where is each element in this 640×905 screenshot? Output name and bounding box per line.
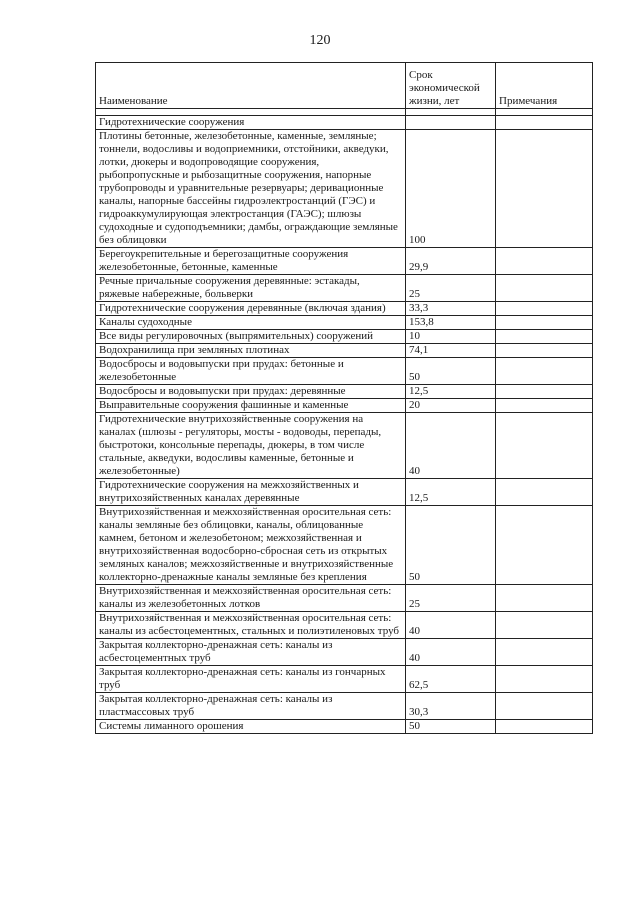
table-row [96, 316, 593, 330]
table-row [96, 275, 593, 302]
row-name: Водохранилища при земляных плотинах [96, 344, 406, 358]
table-row [96, 639, 593, 666]
economic-life-table [95, 62, 593, 734]
spacer-cell [496, 109, 593, 116]
row-name: Гидротехнические сооружения деревянные (включая здания) [96, 302, 406, 316]
row-term: 30,3 [406, 693, 496, 720]
table-body [96, 109, 593, 734]
table-row [96, 720, 593, 734]
row-notes [496, 413, 593, 479]
row-name: Плотины бетонные, железобетонные, каменные, земляные; тоннели, водосливы и водоприемники, отстойники, акведуки, лотки, дюкеры и водопроводящие сооружения, рыбопропускные и рыбозащитные сооружения, напорные трубопроводы и уравнительные резервуары; деривационные каналы, напорные бассейны гидроэлектростанций (ГЭС) и гидроаккумулирующая электростанция (ГАЭС); шлюзы судоходные и судоподъемники; дамбы, ограждающие земляные без облицовки [96, 130, 406, 248]
row-name: Внутрихозяйственная и межхозяйственная оросительная сеть: каналы земляные без облицовки, каналы, облицованные камнем, бетоном и железобетоном; межхозяйственная и внутрихозяйственная водосборно-сбросная сеть из открытых земляных каналов; межхозяйственные и внутрихозяйственные коллекторно-дренажные каналы земляные без крепления [96, 506, 406, 585]
page-number: 120 [309, 33, 331, 48]
row-term: 29,9 [406, 248, 496, 275]
row-name: Гидротехнические сооружения [96, 116, 406, 130]
table-row [96, 302, 593, 316]
row-term: 40 [406, 639, 496, 666]
row-notes [496, 316, 593, 330]
row-term: 40 [406, 612, 496, 639]
table-row [96, 358, 593, 385]
row-name: Водосбросы и водовыпуски при прудах: бетонные и железобетонные [96, 358, 406, 385]
row-term: 12,5 [406, 385, 496, 399]
table-row [96, 330, 593, 344]
row-notes [496, 344, 593, 358]
header-name: Наименование [96, 63, 406, 109]
row-notes [496, 358, 593, 385]
row-notes [496, 639, 593, 666]
table-row [96, 130, 593, 248]
row-notes [496, 302, 593, 316]
row-notes [496, 385, 593, 399]
row-name: Берегоукрепительные и берегозащитные сооружения железобетонные, бетонные, каменные [96, 248, 406, 275]
table-row [96, 248, 593, 275]
row-term: 10 [406, 330, 496, 344]
row-term: 12,5 [406, 479, 496, 506]
row-notes [496, 248, 593, 275]
row-term: 33,3 [406, 302, 496, 316]
row-notes [496, 330, 593, 344]
row-name: Каналы судоходные [96, 316, 406, 330]
row-term: 40 [406, 413, 496, 479]
row-term [406, 116, 496, 130]
row-notes [496, 116, 593, 130]
table-row [96, 385, 593, 399]
row-notes [496, 506, 593, 585]
row-term: 74,1 [406, 344, 496, 358]
row-term: 50 [406, 358, 496, 385]
header-notes: Примечания [496, 63, 593, 109]
row-name: Все виды регулировочных (выпрямительных) сооружений [96, 330, 406, 344]
row-term: 50 [406, 720, 496, 734]
row-term: 100 [406, 130, 496, 248]
row-term: 50 [406, 506, 496, 585]
row-name: Внутрихозяйственная и межхозяйственная оросительная сеть: каналы из железобетонных лотков [96, 585, 406, 612]
table-row [96, 666, 593, 693]
row-name: Закрытая коллекторно-дренажная сеть: каналы из гончарных труб [96, 666, 406, 693]
row-name: Речные причальные сооружения деревянные: эстакады, ряжевые набережные, больверки [96, 275, 406, 302]
row-notes [496, 479, 593, 506]
table-row [96, 506, 593, 585]
table-row [96, 612, 593, 639]
header-term: Срок экономической жизни, лет [406, 63, 496, 109]
row-term: 20 [406, 399, 496, 413]
row-notes [496, 693, 593, 720]
row-notes [496, 585, 593, 612]
row-name: Закрытая коллекторно-дренажная сеть: каналы из асбестоцементных труб [96, 639, 406, 666]
row-name: Системы лиманного орошения [96, 720, 406, 734]
spacer-cell [406, 109, 496, 116]
table-row [96, 399, 593, 413]
row-notes [496, 130, 593, 248]
row-term: 25 [406, 585, 496, 612]
table-header-row [96, 63, 593, 109]
table-spacer-row [96, 109, 593, 116]
row-name: Гидротехнические внутрихозяйственные сооружения на каналах (шлюзы - регуляторы, мосты - водоводы, перепады, быстротоки, консольные перепады, дюкеры, в том числе стальные, акведуки, водосливы каменные, бетонные и железобетонные) [96, 413, 406, 479]
row-name: Выправительные сооружения фашинные и каменные [96, 399, 406, 413]
row-name: Закрытая коллекторно-дренажная сеть: каналы из пластмассовых труб [96, 693, 406, 720]
spacer-cell [96, 109, 406, 116]
row-name: Внутрихозяйственная и межхозяйственная оросительная сеть: каналы из асбестоцементных, стальных и полиэтиленовых труб [96, 612, 406, 639]
row-term: 62,5 [406, 666, 496, 693]
table-row [96, 479, 593, 506]
table-row [96, 344, 593, 358]
row-term: 25 [406, 275, 496, 302]
row-notes [496, 666, 593, 693]
row-notes [496, 399, 593, 413]
row-notes [496, 275, 593, 302]
row-name: Гидротехнические сооружения на межхозяйственных и внутрихозяйственных каналах деревянные [96, 479, 406, 506]
row-notes [496, 720, 593, 734]
table-row [96, 585, 593, 612]
table-row [96, 693, 593, 720]
table-row [96, 116, 593, 130]
row-name: Водосбросы и водовыпуски при прудах: деревянные [96, 385, 406, 399]
row-term: 153,8 [406, 316, 496, 330]
row-notes [496, 612, 593, 639]
table-row [96, 413, 593, 479]
